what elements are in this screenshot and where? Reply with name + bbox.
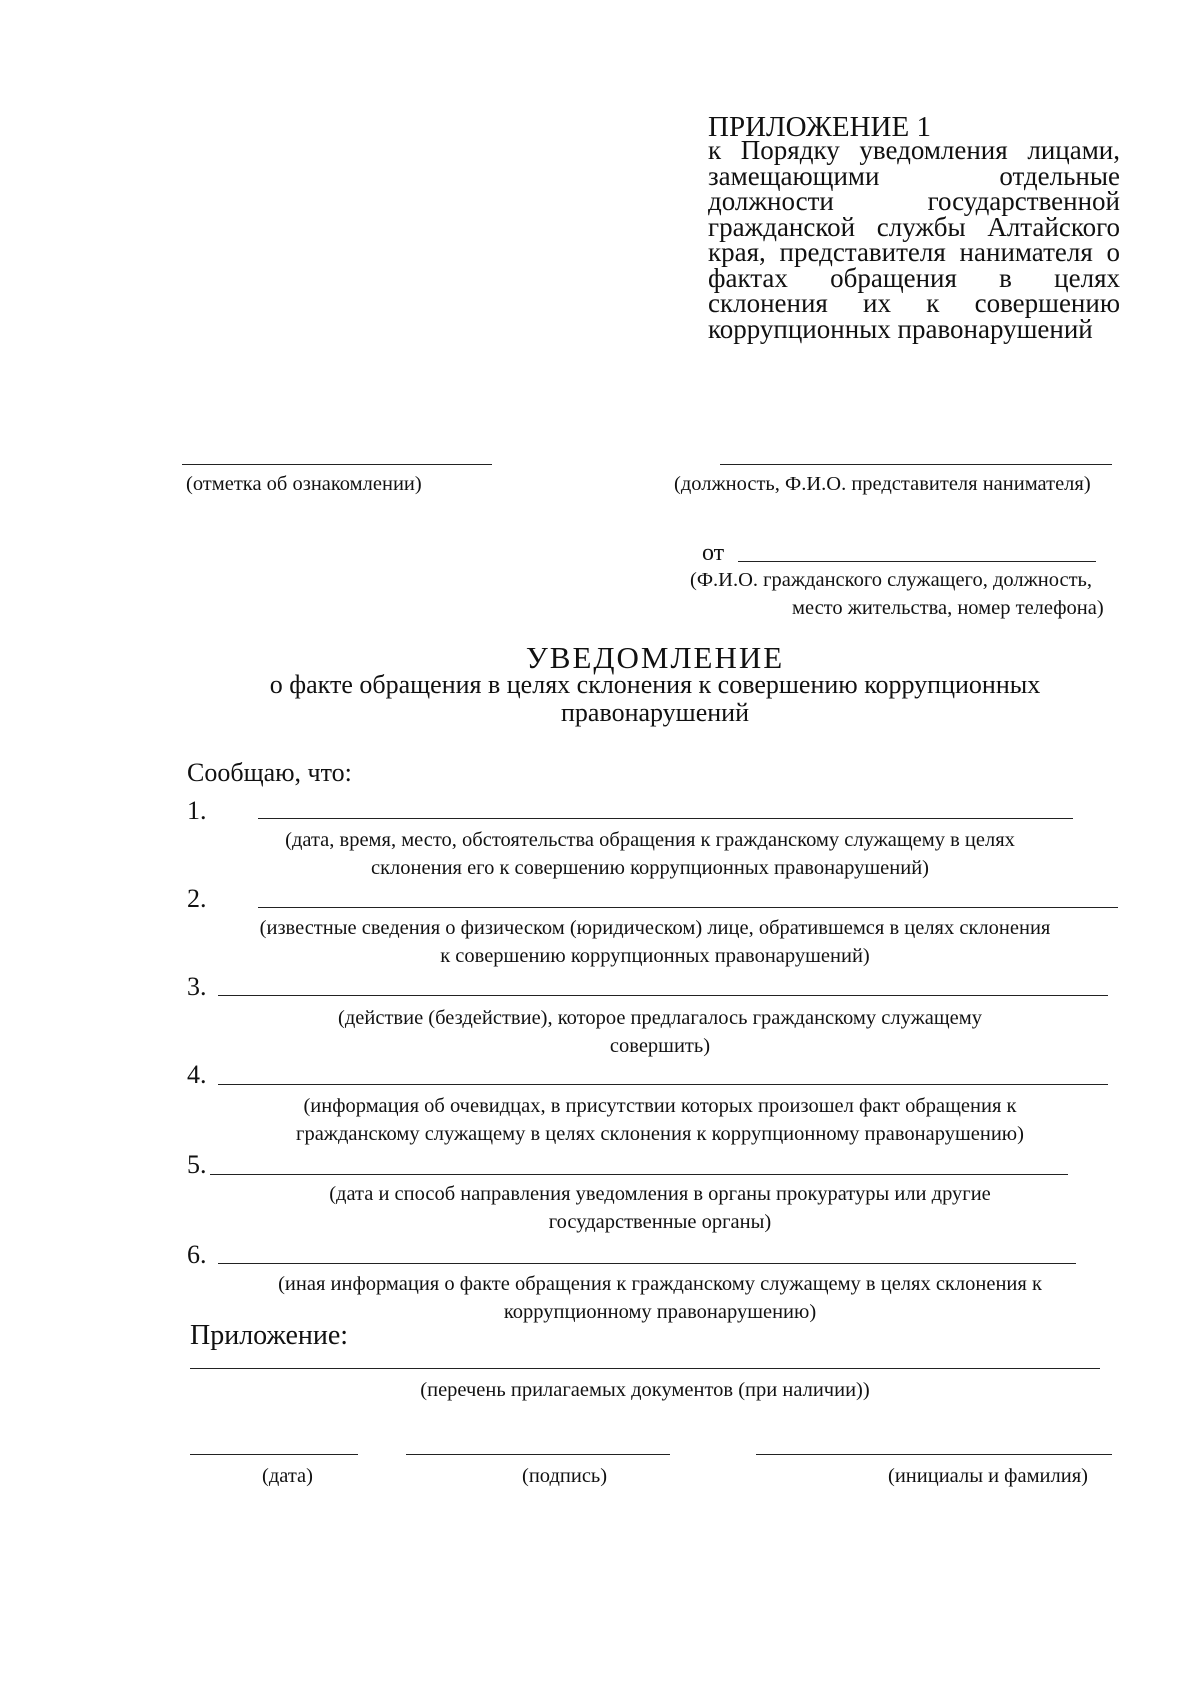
acquaintance-caption: (отметка об ознакомлении): [186, 473, 422, 495]
item-caption: [185, 914, 1125, 970]
item-number: 1.: [187, 796, 207, 825]
item-caption-line-2: государственные органы): [548, 1211, 772, 1233]
document-title: УВЕДОМЛЕНИЕ: [525, 640, 785, 675]
item-caption-line-1: (информация об очевидцах, в присутствии которых произошел факт обращения к: [303, 1095, 1017, 1117]
item-caption-line-2: совершить): [609, 1035, 711, 1057]
attachment-line: [190, 1368, 1100, 1369]
from-label: от: [702, 540, 725, 566]
item-line: [218, 995, 1108, 996]
item-number: 4.: [187, 1060, 207, 1089]
from-caption-2: место жительства, номер телефона): [792, 597, 1104, 619]
item-caption-line-1: (иная информация о факте обращения к гражданскому служащему в целях склонения к: [278, 1273, 1042, 1295]
name-line: [756, 1454, 1112, 1455]
from-caption-1: (Ф.И.О. гражданского служащего, должность,: [690, 569, 1093, 591]
intro-text: Сообщаю, что:: [187, 758, 352, 787]
name-caption: (инициалы и фамилия): [888, 1465, 1088, 1487]
item-number: 6.: [187, 1240, 207, 1269]
item-caption-line-2: к совершению коррупционных правонарушений): [440, 945, 870, 967]
item-line: [210, 1174, 1068, 1175]
item-line: [218, 1084, 1108, 1085]
signature-caption: (подпись): [522, 1465, 608, 1487]
acquaintance-line: [182, 464, 492, 465]
item-caption-line-1: (дата, время, место, обстоятельства обращения к гражданскому служащему в целях: [285, 829, 1015, 851]
employer-rep-caption: (должность, Ф.И.О. представителя нанимателя): [674, 473, 1091, 495]
appendix-title: ПРИЛОЖЕНИЕ 1: [708, 111, 931, 143]
employer-rep-line: [720, 464, 1112, 465]
attachment-caption: (перечень прилагаемых документов (при наличии)): [420, 1379, 870, 1401]
item-caption: [190, 826, 1110, 882]
item-caption: [230, 1180, 1090, 1236]
item-caption: [250, 1004, 1070, 1060]
item-number: 5.: [187, 1150, 207, 1179]
item-caption: [200, 1092, 1120, 1148]
item-caption-line-2: гражданскому служащему в целях склонения к коррупционному правонарушению): [296, 1123, 1024, 1145]
item-number: 2.: [187, 884, 207, 913]
item-line: [258, 818, 1073, 819]
item-caption-line-2: склонения его к совершению коррупционных правонарушений): [370, 857, 929, 879]
date-line: [190, 1454, 358, 1455]
attachment-label: Приложение:: [190, 1320, 349, 1351]
item-caption-line-1: (известные сведения о физическом (юридическом) лице, обратившемся в целях склонения: [259, 917, 1051, 939]
document-subtitle-2: правонарушений: [561, 698, 749, 727]
item-caption: [200, 1270, 1120, 1326]
from-line: [738, 561, 1096, 562]
signature-line: [406, 1454, 670, 1455]
item-caption-line-2: коррупционному правонарушению): [503, 1301, 817, 1323]
appendix-text: к Порядку уведомления лицами, замещающими отдельные должности государственной гражданской службы Алтайского края, представителя нанимателя о фактах обращения в целях склонения их к совершению коррупционных правонарушений: [708, 135, 1120, 344]
document-subtitle-1: о факте обращения в целях склонения к совершению коррупционных: [269, 670, 1041, 699]
item-caption-line-1: (действие (бездействие), которое предлагалось гражданскому служащему: [338, 1007, 982, 1029]
date-caption: (дата): [262, 1465, 313, 1487]
item-line: [218, 1263, 1076, 1264]
item-line: [258, 907, 1118, 908]
item-number: 3.: [187, 972, 207, 1001]
item-caption-line-1: (дата и способ направления уведомления в органы прокуратуры или другие: [329, 1183, 991, 1205]
